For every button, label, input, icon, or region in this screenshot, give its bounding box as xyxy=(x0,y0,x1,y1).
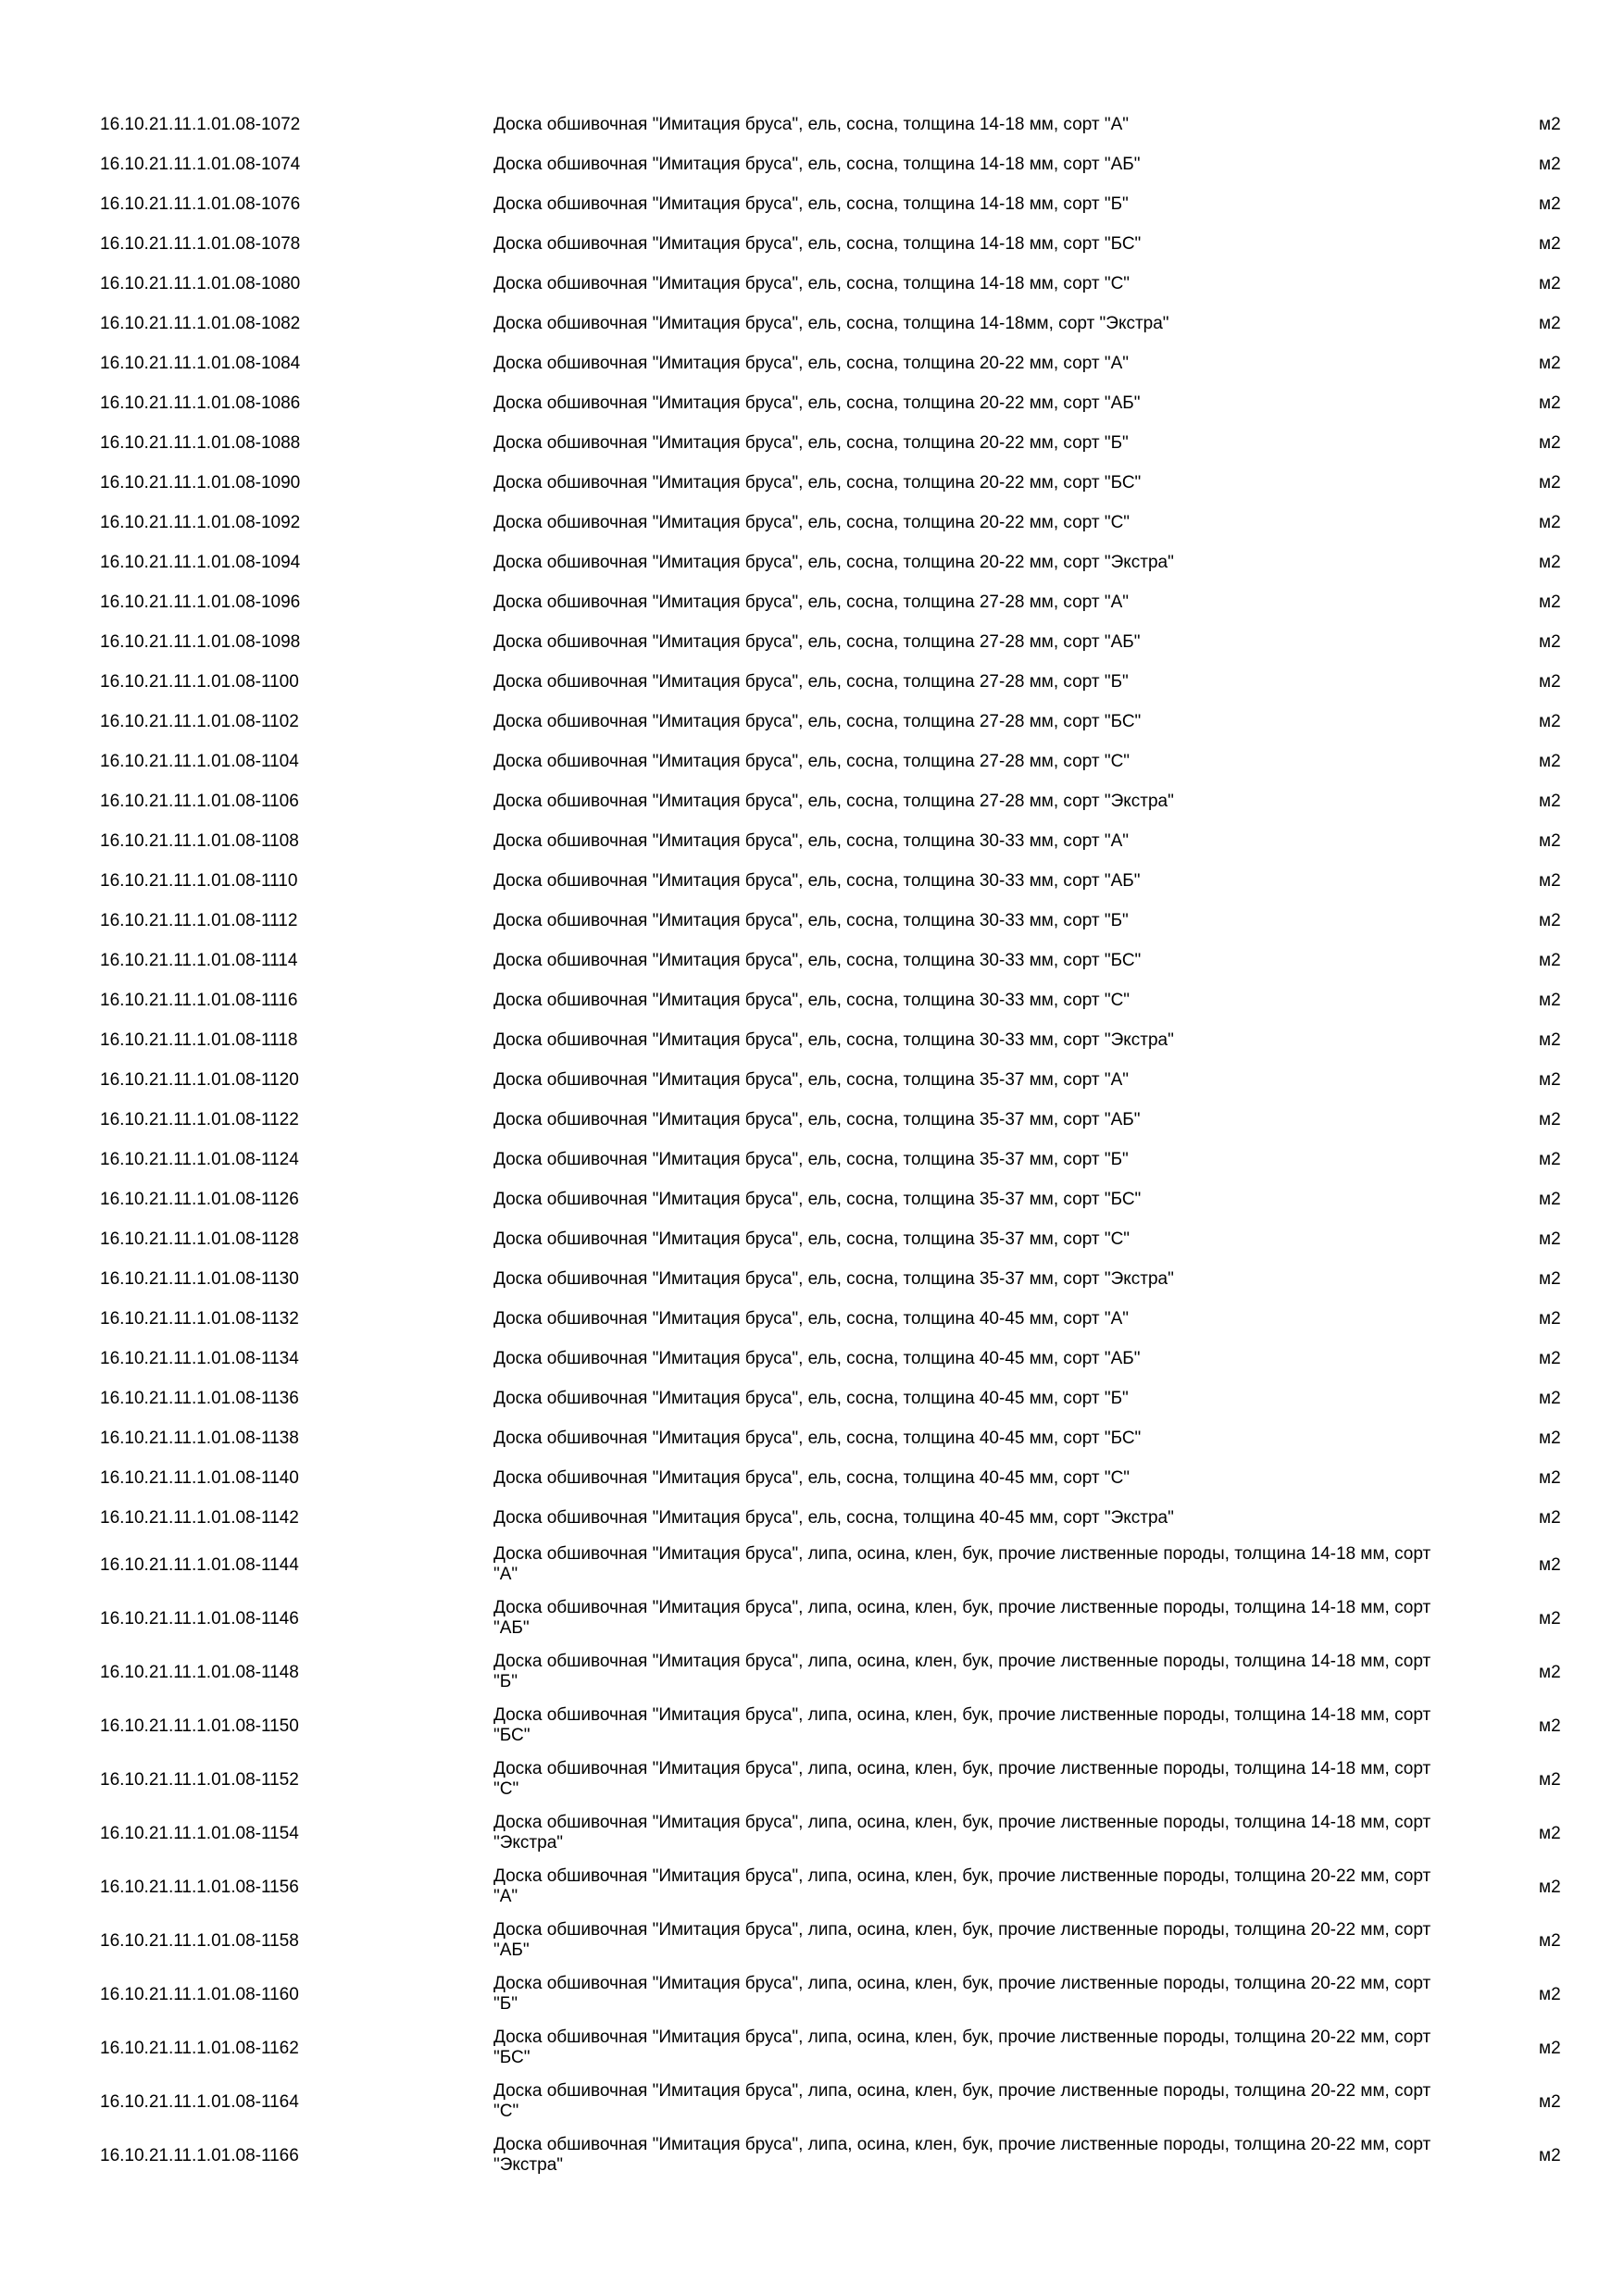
item-unit: м2 xyxy=(1539,951,1561,970)
item-name: Доска обшивочная "Имитация бруса", липа, осина, клен, бук, прочие лиственные породы, толщина 20-22 мм, сорт "С" xyxy=(493,2081,1431,2121)
item-code: 16.10.21.11.1.01.08-1108 xyxy=(100,831,299,851)
item-name: Доска обшивочная "Имитация бруса", ель, сосна, толщина 35-37 мм, сорт "БС" xyxy=(493,1190,1142,1209)
item-name: Доска обшивочная "Имитация бруса", ель, сосна, толщина 20-22 мм, сорт "С" xyxy=(493,513,1131,532)
item-code: 16.10.21.11.1.01.08-1136 xyxy=(100,1389,299,1408)
item-code: 16.10.21.11.1.01.08-1072 xyxy=(100,115,301,134)
item-unit: м2 xyxy=(1539,1269,1561,1289)
item-code: 16.10.21.11.1.01.08-1160 xyxy=(100,1985,299,2004)
item-unit: м2 xyxy=(1539,2146,1561,2165)
item-name: Доска обшивочная "Имитация бруса", ель, сосна, толщина 14-18 мм, сорт "АБ" xyxy=(493,155,1141,174)
item-unit: м2 xyxy=(1539,2039,1561,2058)
item-unit: м2 xyxy=(1539,1389,1561,1408)
item-code: 16.10.21.11.1.01.08-1140 xyxy=(100,1468,299,1488)
item-name: Доска обшивочная "Имитация бруса", ель, сосна, толщина 14-18 мм, сорт "БС" xyxy=(493,234,1142,254)
table-row xyxy=(0,543,1624,583)
item-code: 16.10.21.11.1.01.08-1112 xyxy=(100,911,298,930)
item-unit: м2 xyxy=(1539,1770,1561,1790)
table-row xyxy=(0,1101,1624,1141)
item-unit: м2 xyxy=(1539,593,1561,612)
item-unit: м2 xyxy=(1539,1878,1561,1897)
item-name: Доска обшивочная "Имитация бруса", ель, сосна, толщина 27-28 мм, сорт "С" xyxy=(493,752,1131,771)
table-row xyxy=(0,1419,1624,1459)
item-name: Доска обшивочная "Имитация бруса", ель, сосна, толщина 27-28 мм, сорт "БС" xyxy=(493,712,1142,731)
table-row xyxy=(0,384,1624,424)
table-row xyxy=(0,862,1624,902)
item-name: Доска обшивочная "Имитация бруса", ель, сосна, толщина 30-33 мм, сорт "А" xyxy=(493,831,1129,851)
item-code: 16.10.21.11.1.01.08-1086 xyxy=(100,393,301,413)
item-code: 16.10.21.11.1.01.08-1154 xyxy=(100,1824,299,1843)
item-code: 16.10.21.11.1.01.08-1122 xyxy=(100,1110,299,1129)
item-unit: м2 xyxy=(1539,274,1561,293)
item-code: 16.10.21.11.1.01.08-1166 xyxy=(100,2146,299,2165)
table-row xyxy=(0,1753,1624,1807)
item-name: Доска обшивочная "Имитация бруса", ель, сосна, толщина 14-18 мм, сорт "А" xyxy=(493,115,1129,134)
item-name: Доска обшивочная "Имитация бруса", липа, осина, клен, бук, прочие лиственные породы, толщина 20-22 мм, сорт "Б" xyxy=(493,1974,1431,2014)
table-row xyxy=(0,1459,1624,1499)
item-name: Доска обшивочная "Имитация бруса", ель, сосна, толщина 40-45 мм, сорт "С" xyxy=(493,1468,1131,1488)
item-unit: м2 xyxy=(1539,1716,1561,1736)
table-row xyxy=(0,1220,1624,1260)
item-unit: м2 xyxy=(1539,433,1561,453)
item-name: Доска обшивочная "Имитация бруса", ель, сосна, толщина 40-45 мм, сорт "АБ" xyxy=(493,1349,1141,1368)
item-unit: м2 xyxy=(1539,831,1561,851)
item-code: 16.10.21.11.1.01.08-1132 xyxy=(100,1309,299,1329)
item-code: 16.10.21.11.1.01.08-1124 xyxy=(100,1150,299,1169)
table-row xyxy=(0,424,1624,464)
item-unit: м2 xyxy=(1539,792,1561,811)
table-row xyxy=(0,1141,1624,1180)
item-code: 16.10.21.11.1.01.08-1088 xyxy=(100,433,301,453)
item-unit: м2 xyxy=(1539,513,1561,532)
item-code: 16.10.21.11.1.01.08-1074 xyxy=(100,155,301,174)
item-name: Доска обшивочная "Имитация бруса", ель, сосна, толщина 20-22 мм, сорт "Б" xyxy=(493,433,1129,453)
item-name: Доска обшивочная "Имитация бруса", ель, сосна, толщина 35-37 мм, сорт "А" xyxy=(493,1070,1129,1090)
item-name: Доска обшивочная "Имитация бруса", ель, сосна, толщина 20-22 мм, сорт "АБ" xyxy=(493,393,1141,413)
table-row xyxy=(0,1340,1624,1379)
table-row xyxy=(0,265,1624,305)
item-code: 16.10.21.11.1.01.08-1094 xyxy=(100,553,301,572)
table-row xyxy=(0,1807,1624,1861)
table-row xyxy=(0,1968,1624,2022)
item-unit: м2 xyxy=(1539,1985,1561,2004)
table-row xyxy=(0,2076,1624,2129)
item-unit: м2 xyxy=(1539,871,1561,891)
table-row xyxy=(0,822,1624,862)
item-unit: м2 xyxy=(1539,672,1561,692)
item-name: Доска обшивочная "Имитация бруса", ель, сосна, толщина 40-45 мм, сорт "Экстра" xyxy=(493,1508,1174,1528)
item-unit: м2 xyxy=(1539,553,1561,572)
item-name: Доска обшивочная "Имитация бруса", ель, сосна, толщина 20-22 мм, сорт "А" xyxy=(493,354,1129,373)
table-row xyxy=(0,782,1624,822)
item-name: Доска обшивочная "Имитация бруса", ель, сосна, толщина 30-33 мм, сорт "Экстра" xyxy=(493,1030,1174,1050)
item-unit: м2 xyxy=(1539,314,1561,333)
item-unit: м2 xyxy=(1539,1070,1561,1090)
item-unit: м2 xyxy=(1539,1663,1561,1682)
item-code: 16.10.21.11.1.01.08-1096 xyxy=(100,593,301,612)
table-row xyxy=(0,2129,1624,2183)
item-name: Доска обшивочная "Имитация бруса", ель, сосна, толщина 30-33 мм, сорт "Б" xyxy=(493,911,1129,930)
item-code: 16.10.21.11.1.01.08-1156 xyxy=(100,1878,299,1897)
item-name: Доска обшивочная "Имитация бруса", ель, сосна, толщина 14-18мм, сорт "Экстра" xyxy=(493,314,1169,333)
item-unit: м2 xyxy=(1539,1555,1561,1575)
item-unit: м2 xyxy=(1539,1824,1561,1843)
item-unit: м2 xyxy=(1539,1110,1561,1129)
item-unit: м2 xyxy=(1539,1229,1561,1249)
table-row xyxy=(0,1180,1624,1220)
table-row xyxy=(0,1260,1624,1300)
item-unit: м2 xyxy=(1539,1190,1561,1209)
item-code: 16.10.21.11.1.01.08-1104 xyxy=(100,752,299,771)
item-name: Доска обшивочная "Имитация бруса", ель, сосна, толщина 27-28 мм, сорт "Экстра" xyxy=(493,792,1174,811)
table-row xyxy=(0,663,1624,703)
item-code: 16.10.21.11.1.01.08-1126 xyxy=(100,1190,299,1209)
item-code: 16.10.21.11.1.01.08-1110 xyxy=(100,871,298,891)
table-row xyxy=(0,344,1624,384)
item-code: 16.10.21.11.1.01.08-1128 xyxy=(100,1229,299,1249)
item-unit: м2 xyxy=(1539,1150,1561,1169)
item-code: 16.10.21.11.1.01.08-1082 xyxy=(100,314,301,333)
item-unit: м2 xyxy=(1539,194,1561,214)
item-code: 16.10.21.11.1.01.08-1114 xyxy=(100,951,298,970)
item-code: 16.10.21.11.1.01.08-1134 xyxy=(100,1349,299,1368)
item-unit: м2 xyxy=(1539,1030,1561,1050)
table-row xyxy=(0,464,1624,504)
table-row xyxy=(0,305,1624,344)
table-row xyxy=(0,1539,1624,1592)
table-row xyxy=(0,106,1624,145)
item-name: Доска обшивочная "Имитация бруса", ель, сосна, толщина 35-37 мм, сорт "АБ" xyxy=(493,1110,1141,1129)
table-row xyxy=(0,145,1624,185)
item-unit: м2 xyxy=(1539,354,1561,373)
item-code: 16.10.21.11.1.01.08-1138 xyxy=(100,1429,299,1448)
item-name: Доска обшивочная "Имитация бруса", ель, сосна, толщина 30-33 мм, сорт "С" xyxy=(493,991,1131,1010)
item-name: Доска обшивочная "Имитация бруса", липа, осина, клен, бук, прочие лиственные породы, толщина 14-18 мм, сорт "АБ" xyxy=(493,1598,1431,1638)
item-unit: м2 xyxy=(1539,712,1561,731)
table-row xyxy=(0,1061,1624,1101)
item-name: Доска обшивочная "Имитация бруса", ель, сосна, толщина 40-45 мм, сорт "А" xyxy=(493,1309,1129,1329)
item-code: 16.10.21.11.1.01.08-1118 xyxy=(100,1030,298,1050)
item-unit: м2 xyxy=(1539,1931,1561,1951)
item-unit: м2 xyxy=(1539,1349,1561,1368)
table-row xyxy=(0,504,1624,543)
item-name: Доска обшивочная "Имитация бруса", ель, сосна, толщина 14-18 мм, сорт "С" xyxy=(493,274,1131,293)
item-code: 16.10.21.11.1.01.08-1102 xyxy=(100,712,299,731)
item-code: 16.10.21.11.1.01.08-1120 xyxy=(100,1070,299,1090)
table-row xyxy=(0,2022,1624,2076)
item-code: 16.10.21.11.1.01.08-1090 xyxy=(100,473,301,493)
table-row xyxy=(0,981,1624,1021)
item-code: 16.10.21.11.1.01.08-1092 xyxy=(100,513,301,532)
item-code: 16.10.21.11.1.01.08-1076 xyxy=(100,194,301,214)
item-unit: м2 xyxy=(1539,632,1561,652)
item-code: 16.10.21.11.1.01.08-1158 xyxy=(100,1931,299,1951)
item-name: Доска обшивочная "Имитация бруса", ель, сосна, толщина 14-18 мм, сорт "Б" xyxy=(493,194,1129,214)
item-name: Доска обшивочная "Имитация бруса", ель, сосна, толщина 40-45 мм, сорт "БС" xyxy=(493,1429,1142,1448)
table-row xyxy=(0,185,1624,225)
table-row xyxy=(0,1300,1624,1340)
price-list-table xyxy=(0,106,1624,2183)
item-name: Доска обшивочная "Имитация бруса", ель, сосна, толщина 35-37 мм, сорт "Б" xyxy=(493,1150,1129,1169)
item-name: Доска обшивочная "Имитация бруса", ель, сосна, толщина 27-28 мм, сорт "Б" xyxy=(493,672,1129,692)
item-code: 16.10.21.11.1.01.08-1100 xyxy=(100,672,299,692)
item-code: 16.10.21.11.1.01.08-1148 xyxy=(100,1663,299,1682)
item-unit: м2 xyxy=(1539,393,1561,413)
item-name: Доска обшивочная "Имитация бруса", ель, сосна, толщина 27-28 мм, сорт "А" xyxy=(493,593,1129,612)
table-row xyxy=(0,902,1624,942)
item-name: Доска обшивочная "Имитация бруса", ель, сосна, толщина 35-37 мм, сорт "Экстра" xyxy=(493,1269,1174,1289)
item-unit: м2 xyxy=(1539,1609,1561,1628)
item-code: 16.10.21.11.1.01.08-1130 xyxy=(100,1269,299,1289)
table-row xyxy=(0,1915,1624,1968)
item-code: 16.10.21.11.1.01.08-1146 xyxy=(100,1609,299,1628)
item-name: Доска обшивочная "Имитация бруса", липа, осина, клен, бук, прочие лиственные породы, толщина 14-18 мм, сорт "С" xyxy=(493,1759,1431,1799)
table-row xyxy=(0,742,1624,782)
item-name: Доска обшивочная "Имитация бруса", ель, сосна, толщина 20-22 мм, сорт "Экстра" xyxy=(493,553,1174,572)
item-name: Доска обшивочная "Имитация бруса", липа, осина, клен, бук, прочие лиственные породы, толщина 14-18 мм, сорт "Экстра" xyxy=(493,1813,1431,1853)
item-unit: м2 xyxy=(1539,155,1561,174)
item-code: 16.10.21.11.1.01.08-1078 xyxy=(100,234,301,254)
item-code: 16.10.21.11.1.01.08-1080 xyxy=(100,274,301,293)
item-unit: м2 xyxy=(1539,752,1561,771)
table-row xyxy=(0,1861,1624,1915)
item-name: Доска обшивочная "Имитация бруса", ель, сосна, толщина 27-28 мм, сорт "АБ" xyxy=(493,632,1141,652)
item-unit: м2 xyxy=(1539,1309,1561,1329)
item-unit: м2 xyxy=(1539,234,1561,254)
item-name: Доска обшивочная "Имитация бруса", липа, осина, клен, бук, прочие лиственные породы, толщина 14-18 мм, сорт "Б" xyxy=(493,1652,1431,1691)
item-name: Доска обшивочная "Имитация бруса", ель, сосна, толщина 30-33 мм, сорт "БС" xyxy=(493,951,1142,970)
item-name: Доска обшивочная "Имитация бруса", липа, осина, клен, бук, прочие лиственные породы, толщина 14-18 мм, сорт "БС" xyxy=(493,1705,1431,1745)
item-code: 16.10.21.11.1.01.08-1164 xyxy=(100,2092,299,2112)
item-unit: м2 xyxy=(1539,911,1561,930)
item-code: 16.10.21.11.1.01.08-1098 xyxy=(100,632,301,652)
item-code: 16.10.21.11.1.01.08-1116 xyxy=(100,991,298,1010)
item-name: Доска обшивочная "Имитация бруса", липа, осина, клен, бук, прочие лиственные породы, толщина 20-22 мм, сорт "Экстра" xyxy=(493,2135,1431,2175)
item-code: 16.10.21.11.1.01.08-1106 xyxy=(100,792,299,811)
item-unit: м2 xyxy=(1539,1429,1561,1448)
table-row xyxy=(0,1700,1624,1753)
table-row xyxy=(0,1646,1624,1700)
item-code: 16.10.21.11.1.01.08-1144 xyxy=(100,1555,299,1575)
item-code: 16.10.21.11.1.01.08-1142 xyxy=(100,1508,299,1528)
table-row xyxy=(0,1499,1624,1539)
item-unit: м2 xyxy=(1539,115,1561,134)
item-name: Доска обшивочная "Имитация бруса", ель, сосна, толщина 30-33 мм, сорт "АБ" xyxy=(493,871,1141,891)
item-unit: м2 xyxy=(1539,1468,1561,1488)
table-row xyxy=(0,1021,1624,1061)
table-row xyxy=(0,703,1624,742)
table-row xyxy=(0,623,1624,663)
item-unit: м2 xyxy=(1539,991,1561,1010)
item-unit: м2 xyxy=(1539,1508,1561,1528)
table-row xyxy=(0,225,1624,265)
item-unit: м2 xyxy=(1539,473,1561,493)
item-code: 16.10.21.11.1.01.08-1162 xyxy=(100,2039,299,2058)
item-code: 16.10.21.11.1.01.08-1152 xyxy=(100,1770,299,1790)
item-name: Доска обшивочная "Имитация бруса", ель, сосна, толщина 35-37 мм, сорт "С" xyxy=(493,1229,1131,1249)
table-row xyxy=(0,1592,1624,1646)
item-code: 16.10.21.11.1.01.08-1150 xyxy=(100,1716,299,1736)
item-name: Доска обшивочная "Имитация бруса", липа, осина, клен, бук, прочие лиственные породы, толщина 20-22 мм, сорт "А" xyxy=(493,1866,1431,1906)
item-unit: м2 xyxy=(1539,2092,1561,2112)
item-name: Доска обшивочная "Имитация бруса", ель, сосна, толщина 20-22 мм, сорт "БС" xyxy=(493,473,1142,493)
item-name: Доска обшивочная "Имитация бруса", липа, осина, клен, бук, прочие лиственные породы, толщина 14-18 мм, сорт "А" xyxy=(493,1544,1431,1584)
item-code: 16.10.21.11.1.01.08-1084 xyxy=(100,354,301,373)
item-name: Доска обшивочная "Имитация бруса", липа, осина, клен, бук, прочие лиственные породы, толщина 20-22 мм, сорт "АБ" xyxy=(493,1920,1431,1960)
item-name: Доска обшивочная "Имитация бруса", липа, осина, клен, бук, прочие лиственные породы, толщина 20-22 мм, сорт "БС" xyxy=(493,2028,1431,2067)
item-name: Доска обшивочная "Имитация бруса", ель, сосна, толщина 40-45 мм, сорт "Б" xyxy=(493,1389,1129,1408)
table-row xyxy=(0,583,1624,623)
table-row xyxy=(0,1379,1624,1419)
table-row xyxy=(0,942,1624,981)
